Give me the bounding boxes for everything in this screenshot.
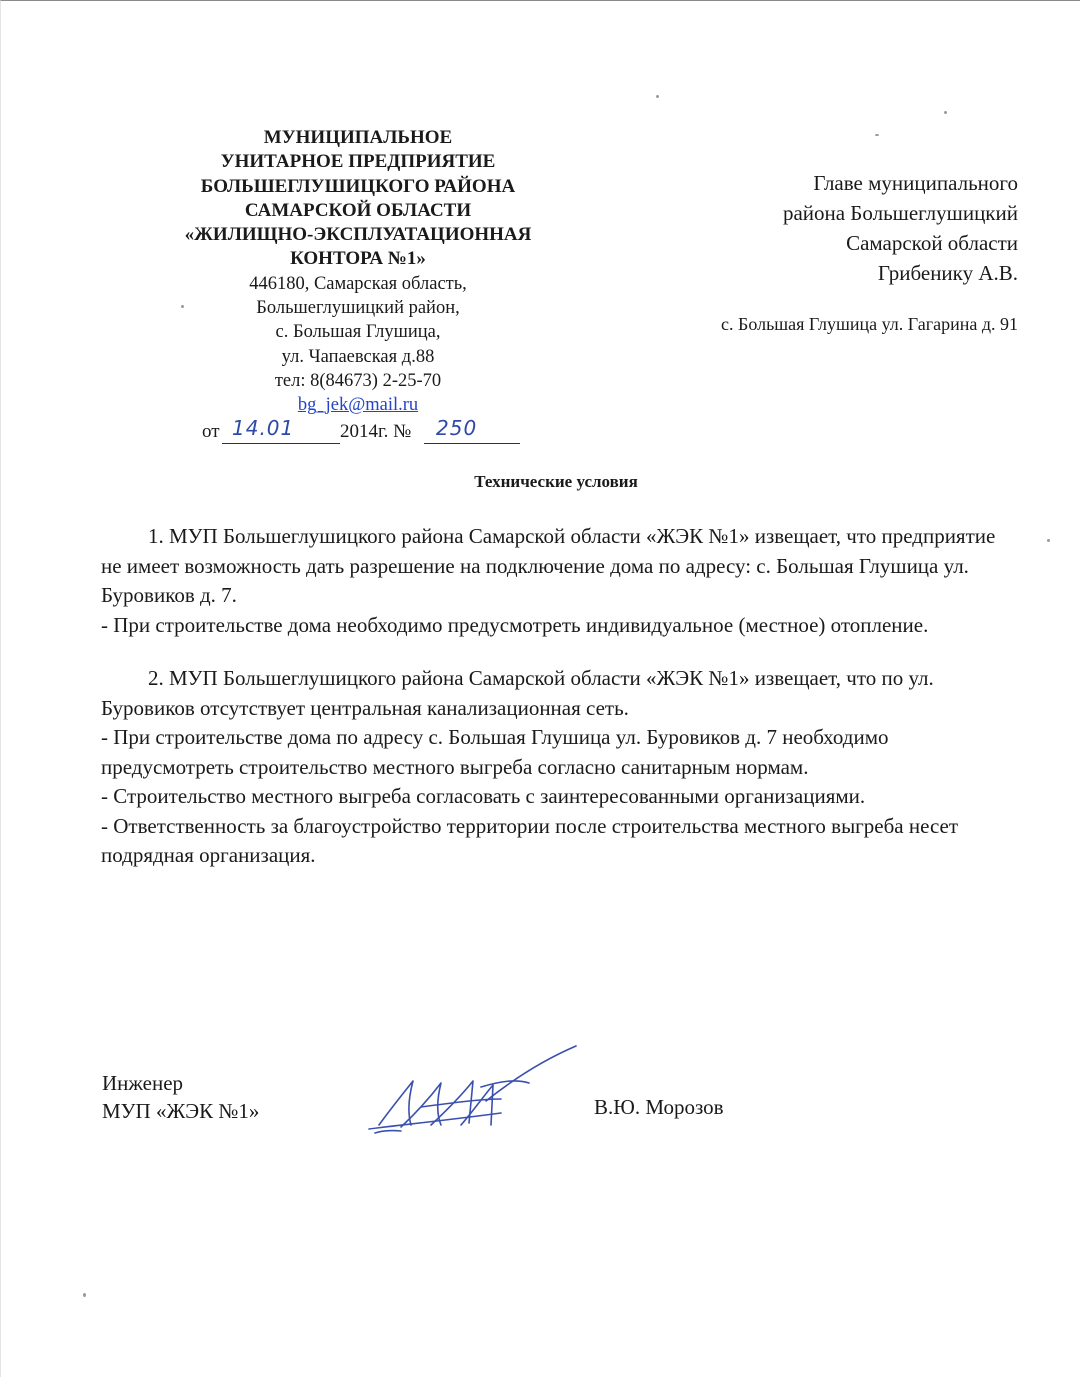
- date-prefix: от: [202, 421, 220, 442]
- year-label: 2014г. №: [340, 421, 412, 442]
- recipient-block: [688, 168, 1018, 288]
- signatory-organization: МУП «ЖЭК №1»: [102, 1099, 260, 1123]
- section-1-bullet: - При строительстве дома необходимо предусмотреть индивидуальное (местное) отопление.: [101, 612, 929, 637]
- scan-speck: [1047, 539, 1050, 542]
- section-2-paragraph: 2. МУП Большеглушицкого района Самарской области «ЖЭК №1» извещает, что по ул. Буровиков отсутствует центральная канализационная сеть.: [101, 666, 934, 720]
- document-title: Технические условия: [474, 472, 638, 491]
- org-line: САМАРСКОЙ ОБЛАСТИ: [244, 199, 472, 221]
- scan-speck: [944, 111, 947, 114]
- section-2-bullet: - Строительство местного выгреба согласовать с заинтересованными организациями.: [101, 784, 866, 808]
- signatory-title: Инженер: [102, 1071, 184, 1095]
- org-line: КОНТОРА №1»: [290, 248, 426, 270]
- handwritten-date: 14.01: [232, 416, 295, 440]
- section-1-paragraph: 1. МУП Большеглушицкого района Самарской области «ЖЭК №1» извещает, что предприятие не имеет возможность дать разрешение на подключение дома по адресу: с. Большая Глушица ул. Буровиков д. 7.: [101, 524, 996, 607]
- recipient-line: Самарской области: [846, 231, 1018, 255]
- org-line: «ЖИЛИЩНО-ЭКСПЛУАТАЦИОННАЯ: [184, 224, 532, 246]
- org-line: УНИТАРНОЕ ПРЕДПРИЯТИЕ: [220, 151, 496, 173]
- org-line: МУНИЦИПАЛЬНОЕ: [263, 127, 453, 148]
- handwritten-number: 250: [436, 416, 478, 440]
- date-number-line: [202, 418, 532, 444]
- org-address-line: с. Большая Глушица,: [275, 322, 441, 343]
- org-phone: тел: 8(84673) 2-25-70: [274, 370, 442, 391]
- section-2-bullet: - Ответственность за благоустройство территории после строительства местного выгреба несет подрядная организация.: [101, 813, 959, 867]
- recipient-line: Главе муниципального: [813, 171, 1018, 195]
- scan-speck: [875, 134, 879, 136]
- recipient-name: Грибенику А.В.: [877, 261, 1018, 285]
- document-body: [101, 522, 1021, 871]
- org-line: БОЛЬШЕГЛУШИЦКОГО РАЙОНА: [200, 175, 516, 197]
- recipient-line: района Большеглушицкий: [782, 201, 1018, 225]
- org-email-link[interactable]: bg_jek@mail.ru: [297, 395, 419, 416]
- handwritten-signature: [361, 1041, 591, 1141]
- org-address-line: Большеглушицкий район,: [256, 298, 460, 319]
- number-underline: [424, 443, 520, 444]
- scan-speck: [83, 1293, 86, 1297]
- signatory-position: [102, 1069, 259, 1125]
- signatory-name: В.Ю. Морозов: [594, 1095, 724, 1119]
- section-2-bullet: - При строительстве дома по адресу с. Большая Глушица ул. Буровиков д. 7 необходимо предусмотреть строительство местного выгреба согласно санитарным нормам.: [101, 725, 889, 779]
- org-address-line: 446180, Самарская область,: [249, 273, 467, 294]
- date-underline: [222, 443, 340, 444]
- org-address-line: ул. Чапаевская д.88: [281, 346, 435, 367]
- organization-header: [151, 126, 565, 418]
- recipient-address: с. Большая Глушица ул. Гагарина д. 91: [721, 314, 1018, 334]
- scan-speck: [656, 95, 659, 98]
